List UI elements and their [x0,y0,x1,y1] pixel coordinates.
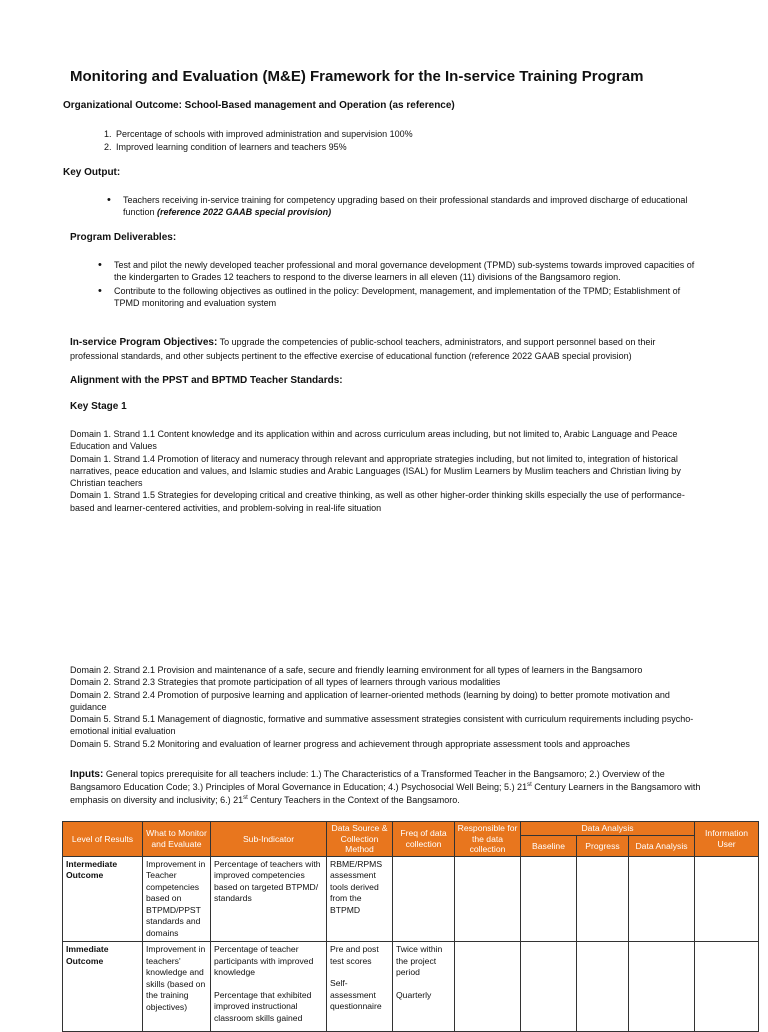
domain-strand: Domain 1. Strand 1.4 Promotion of literacy and numeracy through relevant and appropriate strategies including, but not limited to, integration of historical narratives, peace education and values, and Islamic studies and Arabic Languages (ISAL) for Muslim Learners by Muslim teachers and Christian living by Christian teachers [70,453,681,489]
what-cell: Improvement in teachers' knowledge and skills (based on the training objectives) [143,942,211,1032]
organizational-outcome-heading: Organizational Outcome: School-Based management and Operation (as reference) [63,100,455,111]
responsible-cell [455,856,521,942]
header-data-source: Data Source & Collection Method [327,822,393,857]
inputs-text: Century Learners in the Bangsamoro with emphasis on diversity and inclusivity; 6.) 21 [70,782,701,805]
header-progress: Progress [577,836,629,856]
program-deliverables-heading: Program Deliverables: [70,232,177,243]
header-frequency: Freq of data collection [393,822,455,857]
me-framework-table [62,821,759,1032]
data-source-cell: RBME/RPMS assessment tools derived from the BTPMD [327,856,393,942]
table-row [63,942,759,1032]
domain-strands-part2 [70,664,702,750]
header-data-analysis-group: Data Analysis [521,822,695,836]
baseline-cell [521,856,577,942]
domain-strand: Domain 1. Strand 1.1 Content knowledge and its application within and across curriculum areas including, but not limited to, Arabic Language and Peace Education and Values [70,429,678,452]
domain-strand: Domain 2. Strand 2.4 Promotion of purposive learning and application of learner-oriented methods (learning by doing) to better promote motivation and guidance [70,689,670,712]
frequency-cell [393,856,455,942]
list-item [107,194,697,218]
alignment-heading: Alignment with the PPST and BPTMD Teacher Standards: [70,375,343,386]
data-source-cell [327,942,393,1032]
progress-cell [577,942,629,1032]
key-output-heading: Key Output: [63,167,121,178]
list-item: 2. Improved learning condition of learners and teachers 95% [114,141,413,154]
key-stage-heading: Key Stage 1 [70,401,127,412]
list-item: 1. Percentage of schools with improved administration and supervision 100% [114,128,413,141]
header-what-to-monitor: What to Monitor and Evaluate [143,822,211,857]
what-cell: Improvement in Teacher competencies based on BTPMD/PPST standards and domains [143,856,211,942]
ordinal-suffix: st [527,782,532,788]
information-user-cell [695,942,759,1032]
key-output-reference: (reference 2022 GAAB special provision) [157,207,332,217]
sub-indicator-item: Percentage of teacher participants with improved knowledge [214,944,314,977]
objectives-text: To upgrade the competencies of public-school teachers, administrators, and support personnel based on their professional standards, and other subjects pertinent to the effective exercise of educational function (reference 2022 GAAB special provision) [70,337,656,361]
level-cell: Immediate Outcome [63,942,143,1032]
domain-strand: Domain 5. Strand 5.1 Management of diagnostic, formative and summative assessment strategies consistent with curriculum requirements including psycho-emotional initial evaluation [70,714,694,737]
list-item: • Contribute to the following objectives as outlined in the policy: Development, management, and implementation of the TPMD; Establishment of TPMD monitoring and evaluation system [98,285,698,309]
key-output-list [107,194,697,218]
header-level-of-results: Level of Results [63,822,143,857]
domain-strand: Domain 5. Strand 5.2 Monitoring and evaluation of learner progress and achievement through appropriate assessment tools and approaches [70,738,630,749]
organizational-outcome-list [102,128,413,154]
inputs-label: Inputs: [70,769,104,780]
level-cell: Intermediate Outcome [63,856,143,942]
domain-strand: Domain 1. Strand 1.5 Strategies for developing critical and creative thinking, as well as other higher-order thinking skills especially the use of performance-based and learner-centered activities, and problem-solving in real-life situation [70,490,685,513]
progress-cell [577,856,629,942]
document-title: Monitoring and Evaluation (M&E) Framework for the In-service Training Program [70,68,644,85]
table-row [63,856,759,942]
frequency-item: Twice within the project period [396,944,443,977]
sub-indicator-cell: Percentage of teachers with improved competencies based on targeted BTPMD/ standards [211,856,327,942]
list-item: • Test and pilot the newly developed teacher professional and moral governance development (TPMD) sub-systems towards improved capacities of the kindergarten to Grades 12 teachers to respond to the diverse learners in all eleven (11) divisions of the Bangsamoro region. [98,259,698,283]
baseline-cell [521,942,577,1032]
key-output-text: Teachers receiving in-service training for competency upgrading based on their professional standards and improved discharge of educational function [123,195,688,217]
inputs-text: Century Teachers in the Context of the Bangsamoro. [247,795,460,805]
inputs-text: General topics prerequisite for all teachers include: 1.) The Characteristics of a Transformed Teacher in the Bangsamoro; 2.) Overview of the Bangsamoro Education Code; 3.) Principles of Moral Governance in Education; 4.) Psychosocial Well Being; 5.) 21 [70,769,665,792]
objectives-label: In-service Program Objectives: [70,337,218,348]
header-information-user: Information User [695,822,759,857]
program-deliverables-list [98,259,698,309]
frequency-cell [393,942,455,1032]
data-analysis-cell [629,942,695,1032]
data-source-item: Self-assessment questionnaire [330,978,382,1011]
inputs-paragraph [70,768,702,807]
responsible-cell [455,942,521,1032]
data-analysis-cell [629,856,695,942]
frequency-item: Quarterly [396,989,432,1000]
domain-strands-part1 [70,428,702,514]
header-sub-indicator: Sub-Indicator [211,822,327,857]
header-baseline: Baseline [521,836,577,856]
program-objectives [70,336,700,362]
domain-strand: Domain 2. Strand 2.3 Strategies that promote participation of all types of learners through various modalities [70,677,501,688]
information-user-cell [695,856,759,942]
header-data-analysis: Data Analysis [629,836,695,856]
domain-strand: Domain 2. Strand 2.1 Provision and maintenance of a safe, secure and friendly learning environment for all types of learners in the Bangsamoro [70,665,643,675]
header-responsible: Responsible for the data collection [455,822,521,857]
sub-indicator-cell [211,942,327,1032]
sub-indicator-item: Percentage that exhibited improved instructional classroom skills gained [214,989,312,1023]
ordinal-suffix: st [243,795,248,801]
data-source-item: Pre and post test scores [330,944,379,966]
